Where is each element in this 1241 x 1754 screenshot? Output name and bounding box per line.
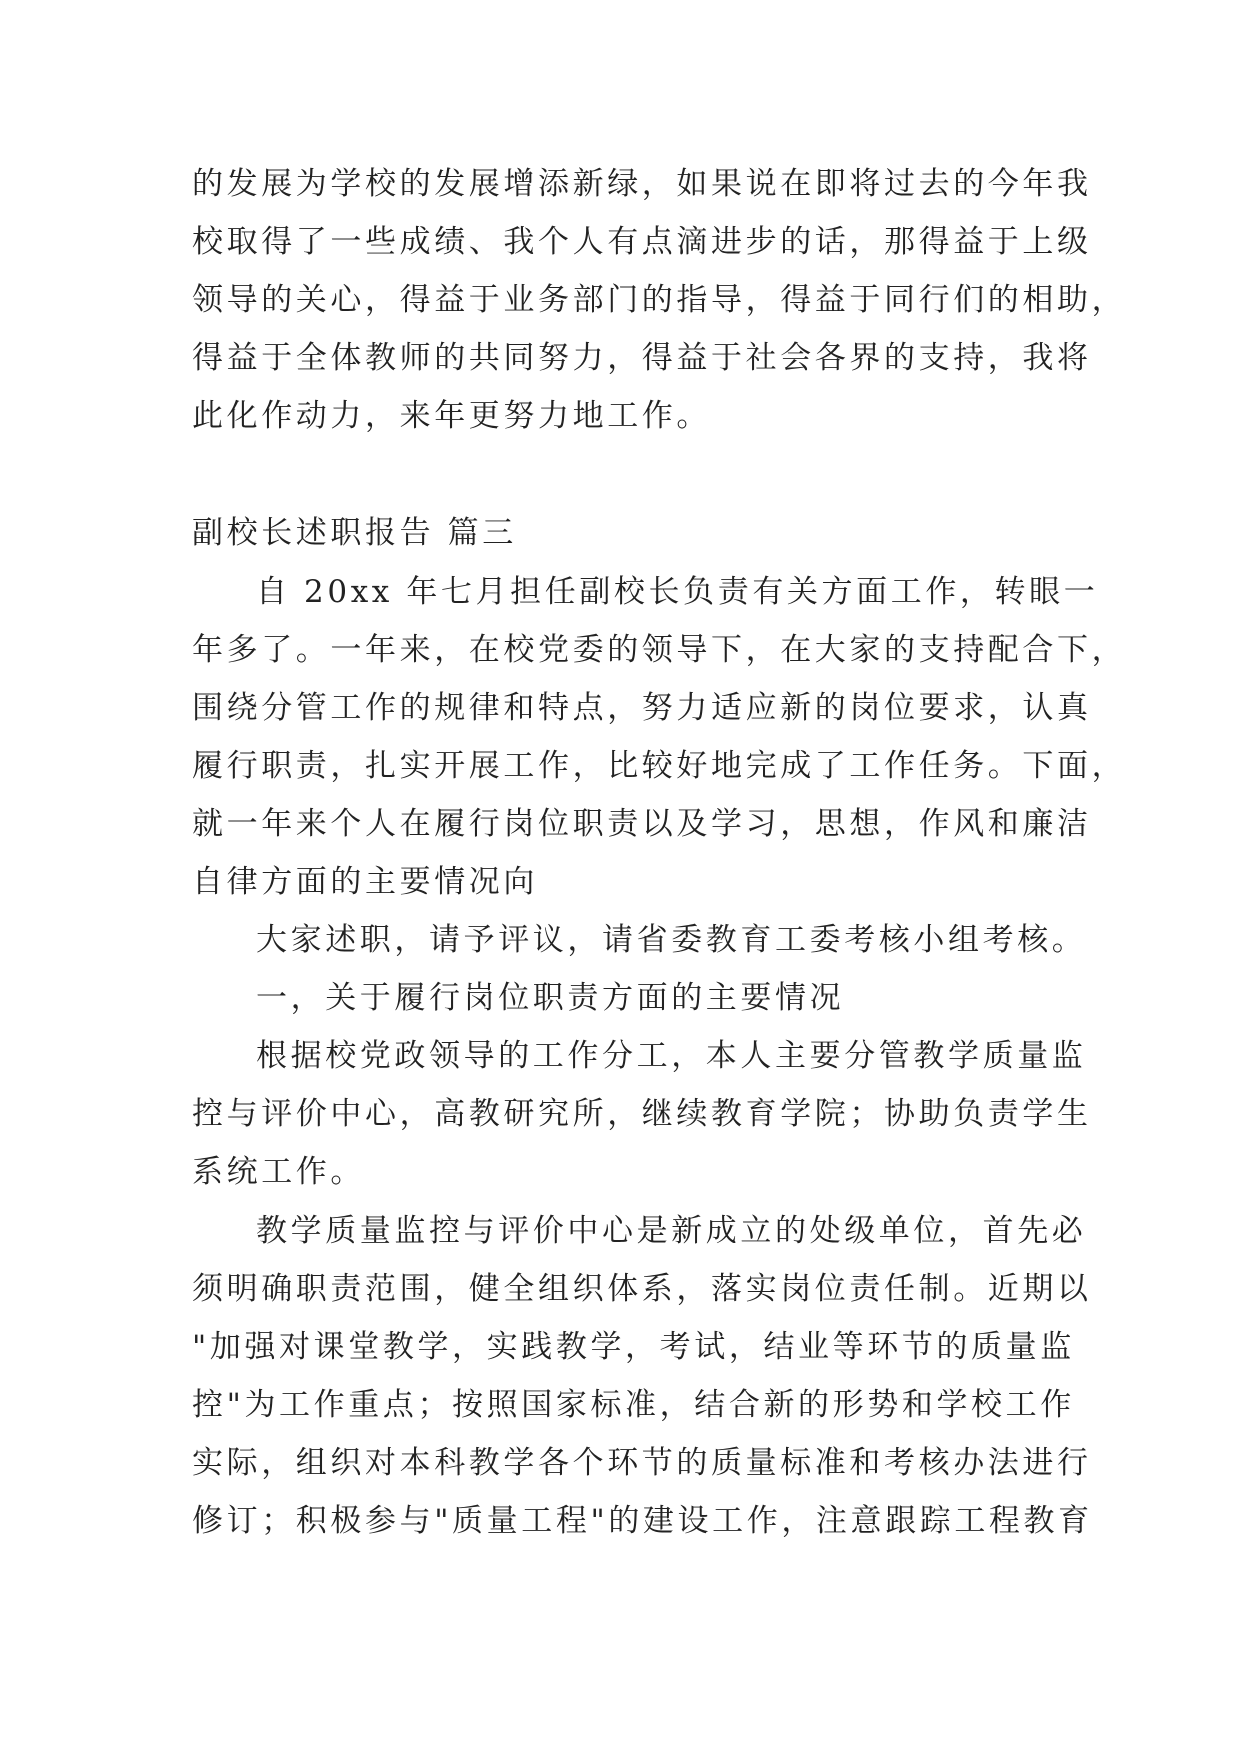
text-line: "加强对课堂教学，实践教学，考试，结业等环节的质量监 [192, 1329, 1075, 1365]
subheading: 一，关于履行岗位职责方面的主要情况 [256, 980, 845, 1016]
text-line: 自 20xx 年七月担任副校长负责有关方面工作，转眼一 [256, 574, 1099, 610]
text-line: 须明确职责范围，健全组织体系，落实岗位责任制。近期以 [192, 1271, 1092, 1307]
text-line: 自律方面的主要情况向 [192, 864, 538, 900]
text-line: 校取得了一些成绩、我个人有点滴进步的话，那得益于上级 [192, 224, 1092, 260]
text-line: 系统工作。 [192, 1154, 365, 1190]
text-line: 围绕分管工作的规律和特点，努力适应新的岗位要求，认真 [192, 690, 1092, 726]
text-line: 控"为工作重点；按照国家标准，结合新的形势和学校工作 [192, 1387, 1075, 1423]
text-line: 领导的关心，得益于业务部门的指导，得益于同行们的相助， [192, 282, 1127, 318]
text-line: 教学质量监控与评价中心是新成立的处级单位，首先必 [256, 1213, 1087, 1249]
text-line: 控与评价中心，高教研究所，继续教育学院；协助负责学生 [192, 1096, 1092, 1132]
section-heading: 副校长述职报告 篇三 [192, 515, 517, 551]
text-line: 大家述职，请予评议，请省委教育工委考核小组考核。 [256, 922, 1087, 958]
text-line: 年多了。一年来，在校党委的领导下，在大家的支持配合下， [192, 632, 1127, 668]
text-line: 就一年来个人在履行岗位职责以及学习，思想，作风和廉洁 [192, 806, 1092, 842]
text-line: 的发展为学校的发展增添新绿，如果说在即将过去的今年我 [192, 166, 1092, 202]
text-line: 修订；积极参与"质量工程"的建设工作，注意跟踪工程教育 [192, 1503, 1093, 1539]
text-line: 履行职责，扎实开展工作，比较好地完成了工作任务。下面， [192, 748, 1127, 784]
text-line: 此化作动力，来年更努力地工作。 [192, 398, 711, 434]
text-line: 得益于全体教师的共同努力，得益于社会各界的支持，我将 [192, 340, 1092, 376]
text-line: 根据校党政领导的工作分工，本人主要分管教学质量监 [256, 1038, 1087, 1074]
text-line: 实际，组织对本科教学各个环节的质量标准和考核办法进行 [192, 1445, 1092, 1481]
